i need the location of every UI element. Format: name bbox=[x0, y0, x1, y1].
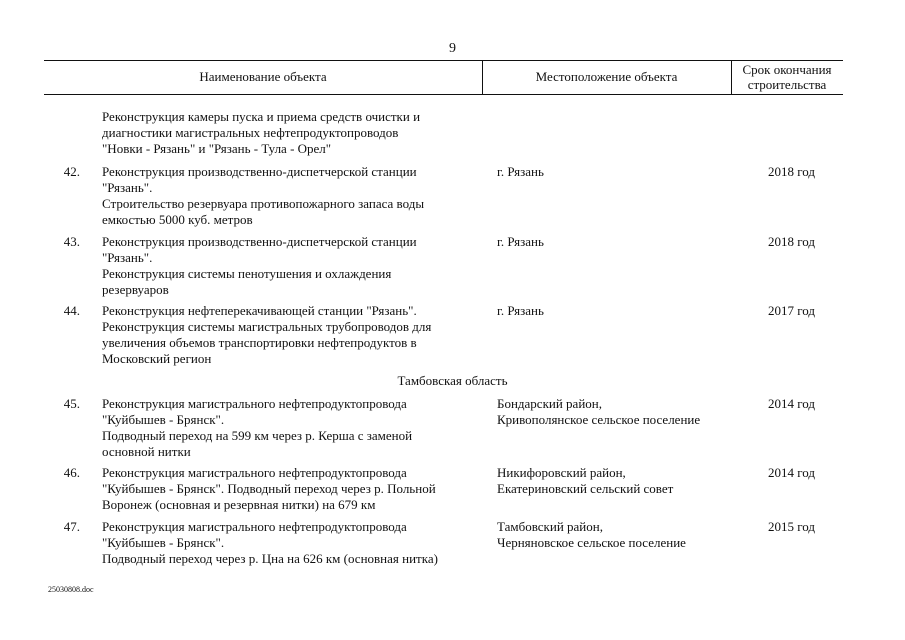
object-location bbox=[497, 519, 737, 551]
name-line: Реконструкция системы пенотушения и охлаждения bbox=[102, 266, 392, 281]
name-line: Реконструкция камеры пуска и приема средств очистки и bbox=[102, 109, 421, 124]
name-line: "Новки - Рязань" и "Рязань - Тула - Орел" bbox=[102, 141, 332, 156]
header-deadline-column bbox=[731, 62, 843, 92]
header-deadline-line: строительства bbox=[747, 77, 827, 92]
header-deadline-line: Срок окончания bbox=[742, 62, 832, 77]
location-line: г. Рязань bbox=[497, 234, 544, 249]
name-line: основной нитки bbox=[102, 444, 191, 459]
name-line: Реконструкция производственно-диспетчерской станции bbox=[102, 164, 417, 179]
name-line: Строительство резервуара противопожарного запаса воды bbox=[102, 196, 425, 211]
name-line: "Куйбышев - Брянск". Подводный переход через р. Польной bbox=[102, 481, 436, 496]
object-name bbox=[102, 234, 482, 298]
object-location bbox=[497, 465, 737, 497]
name-line: емкостью 5000 куб. метров bbox=[102, 212, 253, 227]
name-line: увеличения объемов транспортировки нефтепродуктов в bbox=[102, 335, 417, 350]
header-bottom-rule bbox=[44, 94, 843, 95]
header-location-column: Местоположение объекта bbox=[535, 69, 678, 84]
name-line: диагностики магистральных нефтепродуктопроводов bbox=[102, 125, 399, 140]
location-line: Черняновское сельское поселение bbox=[497, 535, 686, 550]
object-location bbox=[497, 303, 737, 319]
object-name bbox=[102, 465, 482, 513]
object-name bbox=[102, 109, 482, 157]
row-number: 46. bbox=[63, 465, 80, 480]
completion-year: 2014 год bbox=[768, 396, 815, 411]
region-heading: Тамбовская область bbox=[397, 373, 508, 388]
name-line: Реконструкция нефтеперекачивающей станции "Рязань". bbox=[102, 303, 417, 318]
completion-year: 2018 год bbox=[768, 164, 815, 179]
name-line: "Куйбышев - Брянск". bbox=[102, 412, 225, 427]
location-line: г. Рязань bbox=[497, 303, 544, 318]
name-line: "Рязань". bbox=[102, 180, 153, 195]
name-line: "Куйбышев - Брянск". bbox=[102, 535, 225, 550]
footer-file-name: 25030808.doc bbox=[48, 585, 94, 594]
row-number: 42. bbox=[63, 164, 80, 179]
location-line: Никифоровский район, bbox=[497, 465, 626, 480]
name-line: Реконструкция магистрального нефтепродуктопровода bbox=[102, 396, 407, 411]
row-number: 44. bbox=[63, 303, 80, 318]
object-name bbox=[102, 303, 482, 367]
completion-year: 2017 год bbox=[768, 303, 815, 318]
row-number: 45. bbox=[63, 396, 80, 411]
location-line: Бондарский район, bbox=[497, 396, 602, 411]
object-name bbox=[102, 519, 482, 567]
location-line: г. Рязань bbox=[497, 164, 544, 179]
row-number: 43. bbox=[63, 234, 80, 249]
name-line: Реконструкция производственно-диспетчерской станции bbox=[102, 234, 417, 249]
name-line: Подводный переход на 599 км через р. Керша с заменой bbox=[102, 428, 413, 443]
completion-year: 2015 год bbox=[768, 519, 815, 534]
name-line: Реконструкция магистрального нефтепродуктопровода bbox=[102, 465, 407, 480]
location-line: Кривополянское сельское поселение bbox=[497, 412, 701, 427]
object-location bbox=[497, 396, 737, 428]
name-line: Реконструкция системы магистральных трубопроводов для bbox=[102, 319, 432, 334]
completion-year: 2014 год bbox=[768, 465, 815, 480]
object-location bbox=[497, 234, 737, 250]
name-line: Подводный переход через р. Цна на 626 км (основная нитка) bbox=[102, 551, 438, 566]
header-top-rule bbox=[44, 60, 843, 61]
name-line: Реконструкция магистрального нефтепродуктопровода bbox=[102, 519, 407, 534]
completion-year: 2018 год bbox=[768, 234, 815, 249]
row-number: 47. bbox=[63, 519, 80, 534]
object-name bbox=[102, 396, 482, 460]
name-line: Воронеж (основная и резервная нитки) на 679 км bbox=[102, 497, 376, 512]
name-line: Московский регион bbox=[102, 351, 212, 366]
header-name-column: Наименование объекта bbox=[199, 69, 327, 84]
object-name bbox=[102, 164, 482, 228]
name-line: резервуаров bbox=[102, 282, 169, 297]
name-line: "Рязань". bbox=[102, 250, 153, 265]
page-number: 9 bbox=[449, 41, 456, 56]
location-line: Екатериновский сельский совет bbox=[497, 481, 674, 496]
object-location bbox=[497, 164, 737, 180]
location-line: Тамбовский район, bbox=[497, 519, 603, 534]
